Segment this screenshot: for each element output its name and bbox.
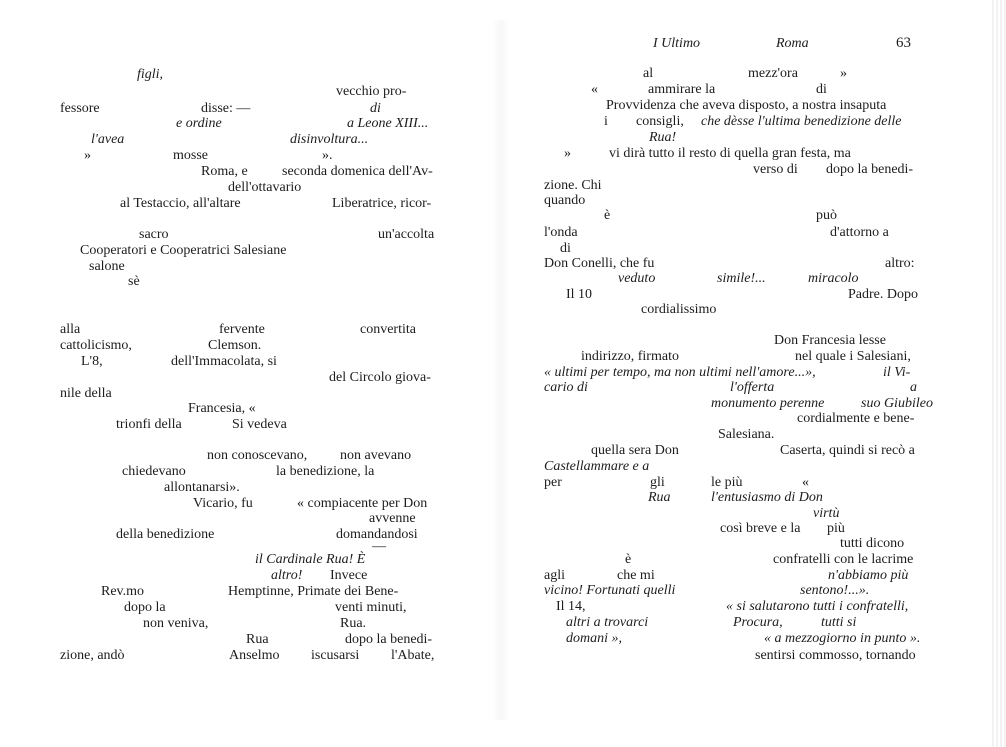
- text-line: seconda domenica dell'Av-: [282, 164, 433, 179]
- text-line: Il 10: [566, 287, 593, 302]
- text-line: Invece: [330, 568, 368, 583]
- text-line: che mi: [617, 568, 655, 583]
- text-line: Francesia, «: [188, 401, 256, 416]
- text-line: verso di: [753, 162, 798, 177]
- text-line: mezz'ora: [748, 66, 798, 81]
- text-line: è: [604, 208, 611, 223]
- text-line: simile!...: [717, 271, 766, 286]
- text-line: cordialissimo: [641, 302, 717, 317]
- text-line: zione, andò: [60, 648, 125, 663]
- text-line: per: [544, 475, 562, 490]
- text-line: cattolicismo,: [60, 338, 132, 353]
- text-line: Rev.mo: [101, 584, 145, 599]
- text-line: « compiacente per Don: [297, 496, 428, 511]
- text-line: »: [84, 148, 91, 163]
- text-line: dopo la benedi-: [826, 162, 914, 177]
- text-line: vi dirà tutto il resto di quella gran festa, ma: [609, 146, 851, 161]
- text-line: Padre. Dopo: [848, 287, 918, 302]
- text-line: Anselmo: [229, 648, 280, 663]
- text-line: tutti si: [821, 615, 857, 630]
- text-line: Vicario, fu: [193, 496, 253, 511]
- text-line: Roma, e: [201, 164, 248, 179]
- text-line: domandandosi: [336, 527, 418, 542]
- text-line: virtù: [813, 506, 840, 521]
- text-line: del Circolo giova-: [329, 370, 431, 385]
- text-line: —: [372, 539, 386, 554]
- text-line: cordialmente e bene-: [797, 411, 915, 426]
- text-line: venti minuti,: [335, 600, 407, 615]
- page-number: 63: [896, 35, 911, 51]
- text-line: un'accolta: [378, 227, 435, 242]
- text-line: Liberatrice, ricor-: [332, 196, 432, 211]
- text-line: Rua: [648, 490, 671, 505]
- text-line: la benedizione, la: [276, 464, 375, 479]
- text-line: l'offerta: [730, 380, 775, 395]
- text-line: Il 14,: [556, 599, 586, 614]
- text-line: suo Giubileo: [861, 396, 933, 411]
- text-line: al Testaccio, all'altare: [120, 196, 241, 211]
- text-line: Procura,: [733, 615, 783, 630]
- text-line: trionfi della: [116, 417, 182, 432]
- text-line: altri a trovarci: [566, 615, 649, 630]
- text-line: non conoscevano,: [207, 448, 308, 463]
- text-line: Si vedeva: [232, 417, 287, 432]
- text-line: agli: [544, 568, 565, 583]
- text-line: più: [827, 521, 845, 536]
- text-line: confratelli con le lacrime: [773, 552, 914, 567]
- text-line: iscusarsi: [311, 648, 360, 663]
- text-line: disinvoltura...: [290, 132, 369, 147]
- text-line: fervente: [219, 322, 265, 337]
- text-line: non veniva,: [143, 616, 209, 631]
- text-line: altro:: [885, 256, 915, 271]
- text-line: Rua!: [649, 130, 677, 145]
- text-line: che dèsse l'ultima benedizione delle: [701, 114, 902, 129]
- text-line: nel quale i Salesiani,: [795, 349, 911, 364]
- running-title: I Ultimo: [653, 36, 701, 51]
- text-line: indirizzo, firmato: [581, 349, 679, 364]
- text-line: chiedevano: [122, 464, 186, 479]
- text-line: al: [643, 66, 654, 81]
- text-line: a: [910, 380, 917, 395]
- text-line: consigli,: [636, 114, 684, 129]
- text-line: « a mezzogiorno in punto ».: [764, 631, 921, 646]
- text-line: di: [560, 241, 571, 256]
- text-line: vecchio pro-: [336, 84, 407, 99]
- text-line: è: [625, 552, 632, 567]
- text-line: l'entusiasmo di Don: [711, 490, 823, 505]
- text-line: Rua: [246, 632, 269, 647]
- text-line: sentirsi commosso, tornando: [755, 648, 916, 663]
- text-line: nile della: [60, 386, 112, 401]
- text-line: dopo la: [124, 600, 166, 615]
- text-line: Cooperatori e Cooperatrici Salesiane: [80, 243, 287, 258]
- text-line: il Vi-: [883, 365, 911, 380]
- text-line: e ordine: [176, 116, 222, 131]
- text-line: quando: [544, 193, 586, 208]
- text-line: l'onda: [544, 225, 578, 240]
- text-line: tutti dicono: [840, 536, 905, 551]
- text-line: miracolo: [808, 271, 859, 286]
- text-line: alla: [60, 322, 81, 337]
- text-line: il Cardinale Rua! È: [255, 552, 366, 567]
- text-line: ammirare la: [648, 82, 716, 97]
- text-line: altro!: [271, 568, 303, 583]
- text-line: Salesiana.: [718, 427, 775, 442]
- text-line: « ultimi per tempo, ma non ultimi nell'amore...»,: [544, 365, 816, 380]
- text-line: Don Francesia lesse: [774, 333, 886, 348]
- text-line: fessore: [60, 101, 100, 116]
- text-line: « si salutarono tutti i confratelli,: [726, 599, 909, 614]
- text-line: le più: [711, 475, 743, 490]
- text-line: Provvidenza che aveva disposto, a nostra insaputa: [606, 98, 887, 113]
- text-line: l'Abate,: [391, 648, 435, 663]
- text-line: sentono!...».: [800, 583, 870, 598]
- text-line: vicino! Fortunati quelli: [544, 583, 676, 598]
- page-gutter: [492, 20, 510, 720]
- text-line: ».: [322, 148, 333, 163]
- text-line: non avevano: [340, 448, 412, 463]
- text-line: l'avea: [91, 132, 125, 147]
- text-line: «: [591, 82, 598, 97]
- running-place: Roma: [776, 36, 809, 51]
- text-line: può: [816, 208, 837, 223]
- text-line: di: [370, 101, 381, 116]
- text-line: sè: [128, 274, 140, 289]
- text-line: domani »,: [566, 631, 622, 646]
- text-line: sacro: [139, 227, 169, 242]
- text-line: quella sera Don: [591, 443, 679, 458]
- text-line: salone: [89, 259, 125, 274]
- text-line: »: [564, 146, 571, 161]
- text-line: dell'Immacolata, si: [171, 354, 277, 369]
- text-line: avvenne: [369, 511, 416, 526]
- text-line: della benedizione: [116, 527, 215, 542]
- text-line: veduto: [618, 271, 656, 286]
- text-line: a Leone XIII...: [347, 116, 429, 131]
- text-line: disse: —: [201, 101, 251, 116]
- text-line: di: [816, 82, 827, 97]
- text-line: Clemson.: [208, 338, 262, 353]
- text-line: cario di: [544, 380, 588, 395]
- text-line: dopo la benedi-: [345, 632, 433, 647]
- text-line: i: [604, 114, 608, 129]
- text-line: »: [840, 66, 847, 81]
- text-line: dell'ottavario: [228, 180, 302, 195]
- text-line: così breve e la: [720, 521, 801, 536]
- text-line: convertita: [360, 322, 416, 337]
- text-line: n'abbiamo più: [828, 568, 909, 583]
- text-line: Don Conelli, che fu: [544, 256, 655, 271]
- text-line: Caserta, quindi si recò a: [780, 443, 915, 458]
- text-line: monumento perenne: [711, 396, 825, 411]
- text-line: Hemptinne, Primate dei Bene-: [228, 584, 399, 599]
- text-line: L'8,: [81, 354, 103, 369]
- text-line: figli,: [137, 67, 164, 82]
- text-line: «: [802, 475, 809, 490]
- text-line: allontanarsi».: [164, 480, 240, 495]
- text-line: gli: [650, 475, 665, 490]
- page-edge: [990, 0, 1006, 747]
- text-line: zione. Chi: [544, 178, 602, 193]
- text-line: Rua.: [340, 616, 367, 631]
- text-line: d'attorno a: [830, 225, 889, 240]
- text-line: mosse: [173, 148, 208, 163]
- text-line: Castellammare e a: [544, 459, 650, 474]
